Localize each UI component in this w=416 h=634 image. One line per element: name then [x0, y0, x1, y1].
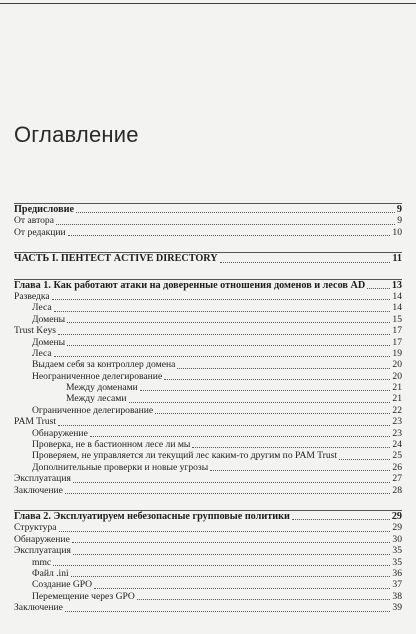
toc-entry-page: 20	[392, 370, 402, 382]
toc-entry-title: Перемещение через GPO	[32, 590, 135, 602]
toc-entry[interactable]	[14, 416, 402, 427]
toc-entry-title: Между доменами	[66, 382, 138, 394]
dot-leader	[68, 233, 391, 236]
toc-entry-page: 17	[392, 325, 402, 337]
toc-entry-title: PAM Trust	[14, 416, 57, 428]
toc-entry-title: Заключение	[14, 484, 63, 496]
dot-leader	[72, 540, 391, 543]
toc-entry-page: 11	[392, 253, 402, 265]
toc-entry-page: 35	[392, 545, 402, 557]
dot-leader	[67, 320, 390, 323]
dot-leader	[73, 480, 391, 483]
toc-entry[interactable]	[14, 279, 402, 291]
dot-leader	[292, 517, 390, 520]
toc-entry[interactable]	[14, 371, 402, 382]
toc-entry-page: 9	[397, 215, 402, 227]
toc-entry-page: 39	[392, 602, 402, 614]
dot-leader	[94, 586, 390, 589]
toc-entry-title: Выдаем себя за контроллер домена	[32, 359, 176, 371]
toc-entry[interactable]	[14, 337, 402, 348]
dot-leader	[59, 529, 391, 532]
dot-leader	[53, 563, 390, 566]
dot-leader	[73, 552, 391, 555]
toc-entry-title: Обнаружение	[14, 533, 70, 545]
dot-leader	[220, 260, 391, 263]
toc-entry-title: Домены	[32, 336, 66, 348]
toc-entry-page: 17	[392, 336, 402, 348]
dot-leader	[52, 297, 391, 300]
toc-entry-page: 29	[391, 510, 402, 522]
dot-leader	[58, 332, 390, 335]
section-spacer	[14, 265, 402, 279]
toc-entry-title: Проверка, не в бастионном лесе ли мы	[32, 439, 191, 451]
toc-entry-title: mmc	[32, 556, 52, 568]
dot-leader	[367, 286, 390, 289]
toc-entry-title: Эксплуатация	[14, 545, 71, 557]
toc-entry-title: Эксплуатация	[14, 473, 71, 485]
toc-entry-page: 15	[392, 313, 402, 325]
dot-leader	[137, 597, 391, 600]
toc-entry[interactable]	[14, 227, 402, 238]
toc-entry[interactable]	[14, 510, 402, 522]
toc-entry-title: Создание GPO	[32, 579, 93, 591]
toc-entry-title: Структура	[14, 522, 57, 534]
dot-leader	[140, 388, 391, 391]
dot-leader	[54, 309, 391, 312]
dot-leader	[210, 468, 390, 471]
section-spacer	[14, 238, 402, 252]
toc-entry-page: 13	[391, 279, 402, 291]
toc-entry-page: 14	[392, 302, 402, 314]
toc-entry-page: 21	[392, 382, 402, 394]
toc-entry-page: 29	[392, 522, 402, 534]
toc-entry[interactable]	[14, 203, 402, 215]
toc-entry[interactable]	[14, 462, 402, 473]
toc-entry-page: 9	[396, 203, 402, 215]
dot-leader	[71, 574, 391, 577]
toc-entry-page: 38	[392, 590, 402, 602]
toc-entry-page: 19	[392, 347, 402, 359]
dot-leader	[65, 609, 390, 612]
toc-entry-page: 26	[392, 461, 402, 473]
toc-entry-title: Ограниченное делегирование	[32, 404, 154, 416]
dot-leader	[54, 354, 391, 357]
toc-entry[interactable]	[14, 485, 402, 496]
toc-entry-title: Дополнительные проверки и новые угрозы	[32, 461, 209, 473]
toc-entry-title: Заключение	[14, 602, 63, 614]
toc-entry[interactable]	[14, 450, 402, 461]
toc-entry-title: Разведка	[14, 290, 50, 302]
toc-entry-title: Файл .ini	[32, 567, 69, 579]
page-title: Оглавление	[14, 122, 139, 147]
toc-entry[interactable]	[14, 215, 402, 226]
toc-entry-title: Глава 1. Как работают атаки на доверенные отношения доменов и лесов AD	[14, 279, 366, 291]
toc-entry[interactable]	[14, 473, 402, 484]
dot-leader	[67, 343, 390, 346]
toc-entry[interactable]	[14, 314, 402, 325]
toc-entry-title: Trust Keys	[14, 325, 57, 337]
toc-entry-page: 25	[392, 450, 402, 462]
toc-entry[interactable]	[14, 568, 402, 579]
toc-entry-title: Глава 2. Эксплуатируем небезопасные групповые политики	[14, 510, 290, 522]
dot-leader	[177, 366, 390, 369]
dot-leader	[58, 423, 390, 426]
top-rule	[0, 3, 416, 4]
toc-entry[interactable]	[14, 405, 402, 416]
toc-entry-title: Леса	[32, 302, 52, 314]
toc-entry-page: 22	[392, 404, 402, 416]
dot-leader	[76, 210, 395, 213]
toc-entry[interactable]	[14, 545, 402, 556]
section-spacer	[14, 496, 402, 510]
toc-entry[interactable]	[14, 557, 402, 568]
toc-entry-title: Обнаружение	[32, 427, 88, 439]
toc-entry-page: 10	[392, 226, 402, 238]
toc-entry-title: ЧАСТЬ I. ПЕНТЕСТ ACTIVE DIRECTORY	[14, 253, 218, 265]
toc-entry-title: От редакции	[14, 226, 66, 238]
toc-entry[interactable]	[14, 393, 402, 404]
toc-entry-page: 27	[392, 473, 402, 485]
toc-entry[interactable]	[14, 591, 402, 602]
toc-entry-title: Между лесами	[66, 393, 127, 405]
toc-entry-page: 30	[392, 533, 402, 545]
toc-entry[interactable]	[14, 252, 402, 264]
table-of-contents	[14, 203, 402, 614]
toc-entry-page: 37	[392, 579, 402, 591]
toc-entry-page: 35	[392, 556, 402, 568]
toc-entry[interactable]	[14, 579, 402, 590]
toc-entry-title: От автора	[14, 215, 54, 227]
toc-entry-page: 14	[392, 290, 402, 302]
toc-entry[interactable]	[14, 602, 402, 613]
toc-entry-title: Леса	[32, 347, 52, 359]
dot-leader	[129, 400, 391, 403]
toc-entry[interactable]	[14, 382, 402, 393]
toc-entry-page: 23	[392, 416, 402, 428]
toc-entry-page: 20	[392, 359, 402, 371]
toc-entry[interactable]	[14, 534, 402, 545]
dot-leader	[339, 457, 390, 460]
toc-entry-page: 24	[392, 439, 402, 451]
dot-leader	[164, 377, 390, 380]
toc-entry-title: Неограниченное делегирование	[32, 370, 163, 382]
dot-leader	[90, 434, 391, 437]
toc-entry[interactable]	[14, 522, 402, 533]
toc-entry-page: 28	[392, 484, 402, 496]
toc-entry[interactable]	[14, 359, 402, 370]
dot-leader	[56, 222, 395, 225]
toc-entry-page: 23	[392, 427, 402, 439]
toc-entry[interactable]	[14, 428, 402, 439]
toc-entry[interactable]	[14, 348, 402, 359]
dot-leader	[65, 491, 390, 494]
toc-entry[interactable]	[14, 302, 402, 313]
toc-entry[interactable]	[14, 291, 402, 302]
toc-entry[interactable]	[14, 439, 402, 450]
toc-entry-title: Домены	[32, 313, 66, 325]
toc-entry-title: Проверяем, не управляется ли текущий лес каким-то другим по PAM Trust	[32, 450, 338, 462]
toc-entry-page: 36	[392, 567, 402, 579]
toc-entry-page: 21	[392, 393, 402, 405]
dot-leader	[192, 445, 390, 448]
dot-leader	[155, 411, 390, 414]
toc-entry[interactable]	[14, 325, 402, 336]
toc-entry-title: Предисловие	[14, 203, 74, 215]
